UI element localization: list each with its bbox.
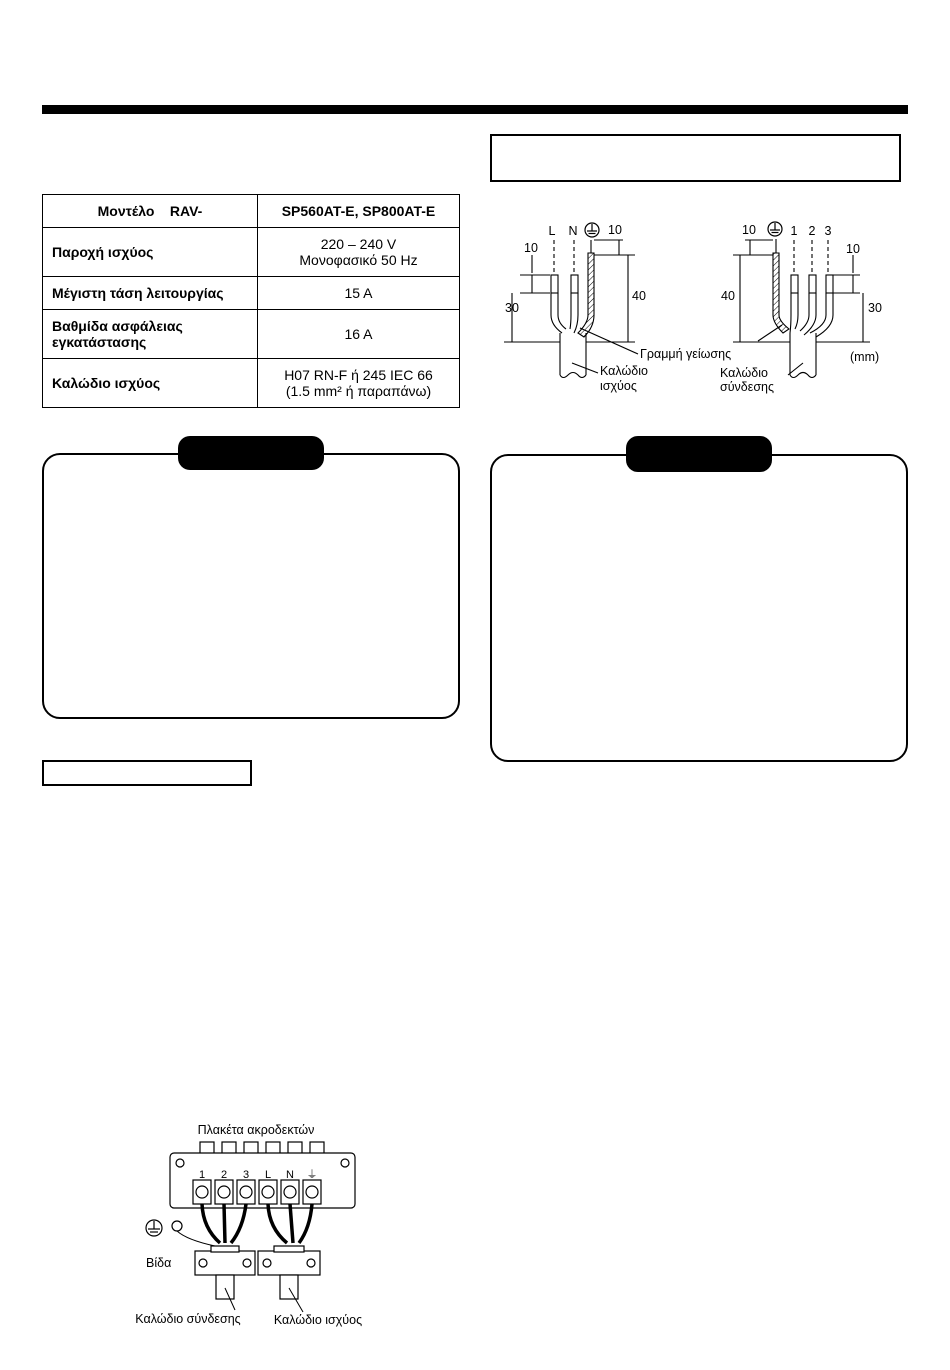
dim-left-30: 30 bbox=[505, 301, 519, 315]
spec-header-label: Μοντέλο RAV- bbox=[43, 195, 258, 228]
spec-table bbox=[42, 194, 460, 408]
table-row bbox=[43, 358, 460, 407]
spec-row-label: Παροχή ισχύος bbox=[43, 228, 258, 277]
dim-top-right-right: 10 bbox=[846, 242, 860, 256]
wire-label-N: N bbox=[568, 224, 578, 238]
right-notice-tab bbox=[626, 436, 772, 472]
top-rule bbox=[42, 105, 908, 114]
spec-row-value bbox=[258, 228, 460, 277]
spec-row-label bbox=[43, 309, 258, 358]
power-cable-label: Καλώδιο ισχύος bbox=[273, 1313, 363, 1327]
earth-symbol-icon bbox=[768, 222, 782, 236]
value-line: H07 RN-F ή 245 IEC 66 bbox=[284, 366, 433, 383]
terminal-block-title: Πλακέτα ακροδεκτών bbox=[197, 1123, 315, 1137]
dim-right-40: 40 bbox=[632, 289, 646, 303]
value-line: 220 – 240 V bbox=[320, 236, 397, 253]
connection-cable-line1: Καλώδιο bbox=[720, 366, 768, 380]
terminal-label-L: L bbox=[264, 1169, 272, 1181]
value-line: Μονοφασικό 50 Hz bbox=[299, 252, 418, 269]
dim-top-left: 10 bbox=[524, 241, 538, 255]
spec-row-label: Καλώδιο ισχύος bbox=[43, 358, 258, 407]
connection-cable-label: Καλώδιο σύνδεσης bbox=[135, 1312, 241, 1326]
wire-label-2: 2 bbox=[808, 224, 816, 238]
terminal-label-1: 1 bbox=[198, 1169, 206, 1181]
dim-top-left-right: 10 bbox=[742, 223, 756, 237]
spec-row-value bbox=[258, 358, 460, 407]
screw-label: Βίδα bbox=[146, 1256, 172, 1270]
table-row bbox=[43, 277, 460, 309]
spec-row-label: Μέγιστη τάση λειτουργίας bbox=[43, 277, 258, 309]
wire-label-3: 3 bbox=[824, 224, 832, 238]
table-row bbox=[43, 309, 460, 358]
table-row bbox=[43, 228, 460, 277]
section-header-box bbox=[490, 134, 901, 182]
spec-header-value: SP560AT-E, SP800AT-E bbox=[258, 195, 460, 228]
dim-right-30: 30 bbox=[868, 301, 882, 315]
dim-left-40: 40 bbox=[721, 289, 735, 303]
right-notice-panel bbox=[490, 454, 908, 762]
spec-row-value: 15 A bbox=[258, 277, 460, 309]
dim-top-right: 10 bbox=[608, 223, 622, 237]
left-notice-panel bbox=[42, 453, 460, 719]
wire-label-L: L bbox=[548, 224, 556, 238]
subsection-header-box bbox=[42, 760, 252, 786]
value-line: (1.5 mm² ή παραπάνω) bbox=[285, 382, 432, 399]
label-line: εγκατάστασης bbox=[52, 333, 147, 350]
terminal-label-2: 2 bbox=[220, 1169, 228, 1181]
unit-label: (mm) bbox=[850, 350, 880, 364]
power-cable-line1: Καλώδιο bbox=[600, 364, 648, 378]
wire-strip-diagram bbox=[490, 215, 910, 400]
earth-symbol-icon bbox=[146, 1220, 162, 1236]
terminal-label-3: 3 bbox=[242, 1169, 250, 1181]
spec-row-value: 16 A bbox=[258, 309, 460, 358]
wire-label-1: 1 bbox=[790, 224, 798, 238]
earth-symbol-icon bbox=[585, 223, 599, 237]
earth-line-label: Γραμμή γείωσης bbox=[640, 347, 732, 361]
terminal-block-diagram bbox=[125, 1118, 385, 1333]
left-notice-tab bbox=[178, 436, 324, 470]
connection-cable-line2: σύνδεσης bbox=[720, 380, 775, 394]
terminal-label-earth: ⏚ bbox=[306, 1169, 318, 1181]
label-line: Βαθμίδα ασφάλειας bbox=[52, 317, 183, 334]
terminal-label-N: N bbox=[286, 1169, 294, 1181]
power-cable-line2: ισχύος bbox=[600, 379, 637, 393]
